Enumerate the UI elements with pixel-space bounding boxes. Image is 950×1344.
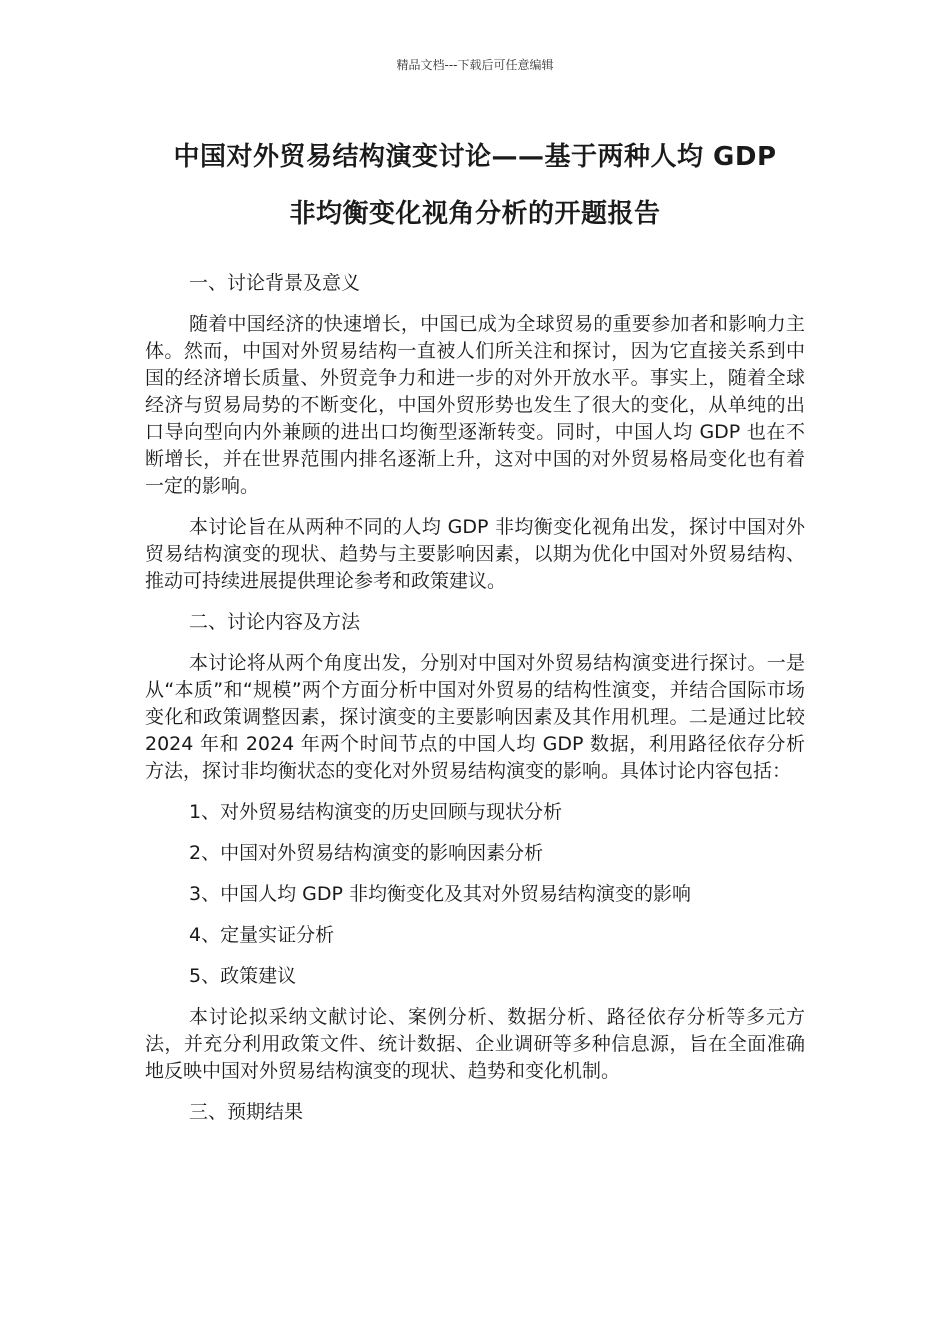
content-list-item-5: 5、政策建议 xyxy=(189,965,297,987)
document-body xyxy=(145,270,805,1140)
content-list-item-4: 4、定量实证分析 xyxy=(189,924,335,946)
section-heading-background: 一、讨论背景及意义 xyxy=(189,272,361,294)
section-heading-results: 三、预期结果 xyxy=(189,1101,304,1123)
content-list-item-2: 2、中国对外贸易结构演变的影响因素分析 xyxy=(189,842,544,864)
content-list-item-3: 3、中国人均 GDP 非均衡变化及其对外贸易结构演变的影响 xyxy=(189,883,691,905)
header-note: 精品文档---下载后可任意编辑 xyxy=(396,58,554,72)
background-paragraph-1: 随着中国经济的快速增长，中国已成为全球贸易的重要参加者和影响力主体。然而，中国对外贸易结构一直被人们所关注和探讨，因为它直接关系到中国的经济增长质量、外贸竞争力和进一步的对外开放水平。事实上，随着全球经济与贸易局势的不断变化，中国外贸形势也发生了很大的变化，从单纯的出口导向型向内外兼顾的进出口均衡型逐渐转变。同时，中国人均 GDP 也在不断增长，并在世界范围内排名逐渐上升，这对中国的对外贸易格局变化也有着一定的影响。 xyxy=(145,313,805,497)
document-title-line-1: 中国对外贸易结构演变讨论——基于两种人均 GDP xyxy=(173,142,777,172)
document-title-line-2: 非均衡变化视角分析的开题报告 xyxy=(289,199,661,229)
content-intro-paragraph: 本讨论将从两个角度出发，分别对中国对外贸易结构演变进行探讨。一是从“本质”和“规模”两个方面分析中国对外贸易的结构性演变，并结合国际市场变化和政策调整因素，探讨演变的主要影响因素及其作用机理。二是通过比较 2024 年和 2024 年两个时间节点的中国人均 GDP 数据，利用路径依存分析方法，探讨非均衡状态的变化对外贸易结构演变的影响。具体讨论内容包括： xyxy=(145,652,805,782)
section-heading-content: 二、讨论内容及方法 xyxy=(189,611,361,633)
method-paragraph: 本讨论拟采纳文献讨论、案例分析、数据分析、路径依存分析等多元方法，并充分利用政策文件、统计数据、企业调研等多种信息源，旨在全面准确地反映中国对外贸易结构演变的现状、趋势和变化机制。 xyxy=(145,1006,805,1082)
background-paragraph-2: 本讨论旨在从两种不同的人均 GDP 非均衡变化视角出发，探讨中国对外贸易结构演变的现状、趋势与主要影响因素，以期为优化中国对外贸易结构、推动可持续进展提供理论参考和政策建议。 xyxy=(145,516,805,592)
content-list-item-1: 1、对外贸易结构演变的历史回顾与现状分析 xyxy=(189,801,563,823)
